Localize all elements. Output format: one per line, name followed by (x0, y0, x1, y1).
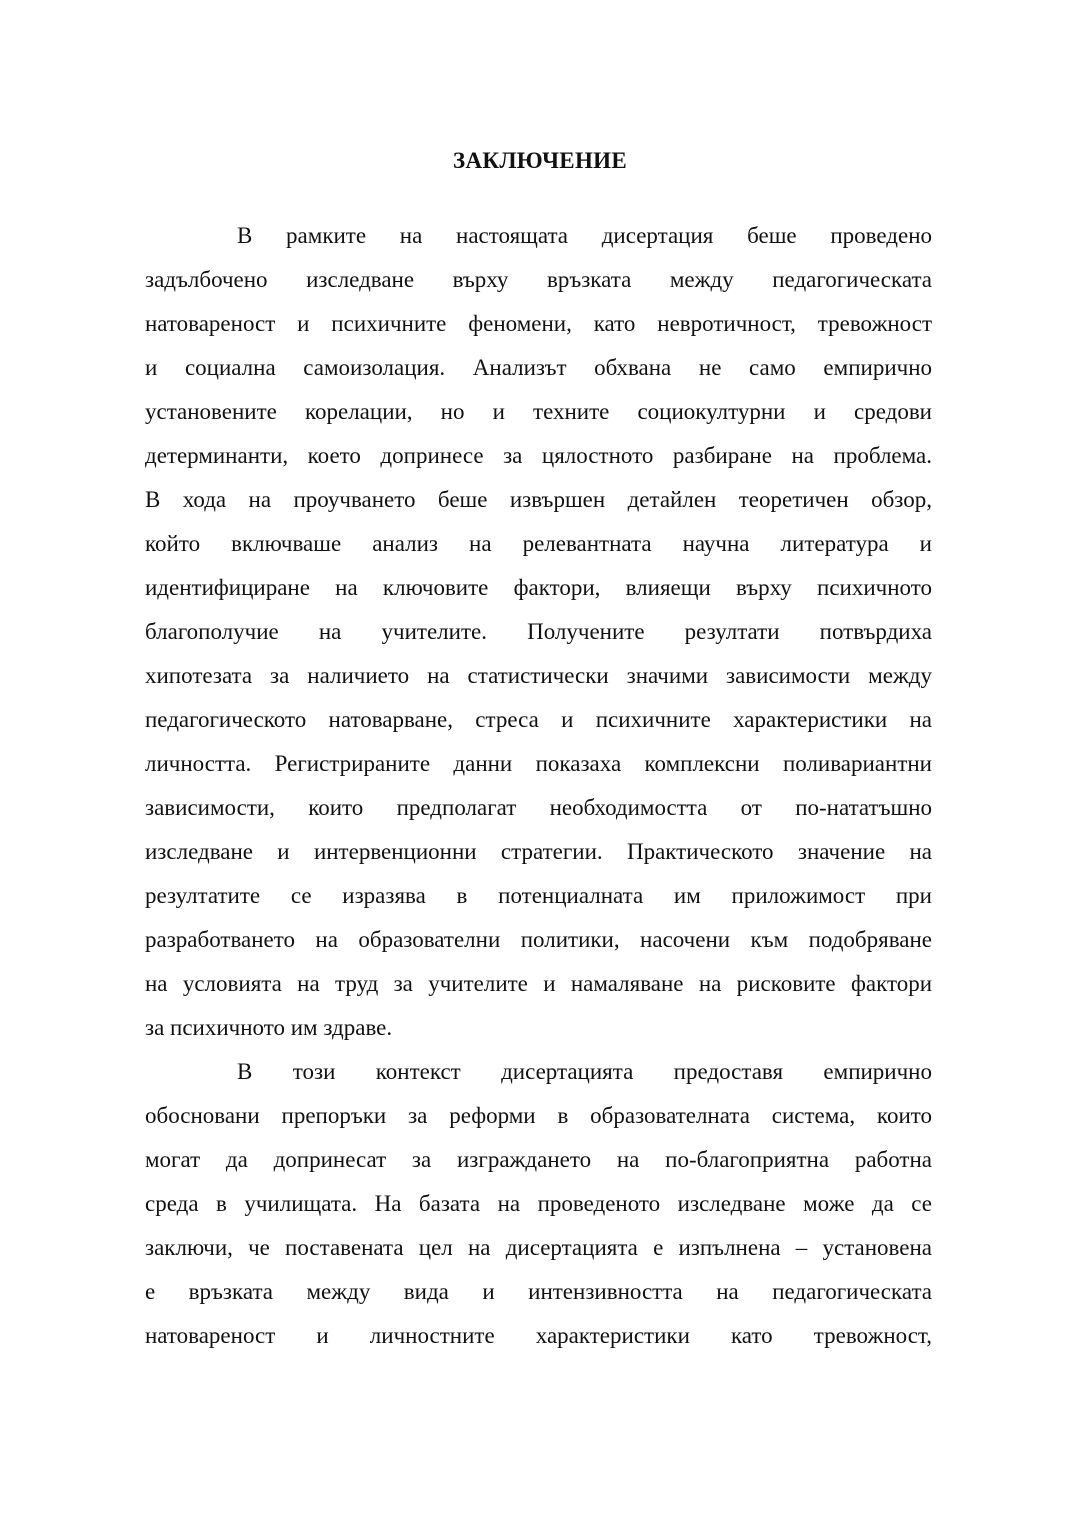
text-line: заключи, че поставената цел на дисертацията е изпълнена – установена (145, 1235, 932, 1260)
text-line: който включваше анализ на релевантната научна литература и (145, 531, 932, 556)
text-line: В този контекст дисертацията предоставя емпирично (237, 1059, 932, 1084)
text-line: натовареност и личностните характеристики като тревожност, (145, 1323, 932, 1348)
text-line: идентифициране на ключовите фактори, влияещи върху психичното (145, 575, 932, 600)
text-line: В рамките на настоящата дисертация беше проведено (237, 223, 932, 248)
text-line: хипотезата за наличието на статистически значими зависимости между (145, 663, 932, 688)
text-line: на условията на труд за учителите и намаляване на рисковите фактори (145, 971, 932, 996)
text-line: резултатите се изразява в потенциалната им приложимост при (145, 883, 932, 908)
text-line: личността. Регистрираните данни показаха комплексни поливариантни (145, 751, 932, 776)
paragraph-2 (145, 1050, 932, 1358)
page-title: ЗАКЛЮЧЕНИЕ (453, 148, 627, 173)
text-line: задълбочено изследване върху връзката между педагогическата (145, 267, 932, 292)
text-line: зависимости, които предполагат необходимостта от по-нататъшно (145, 795, 932, 820)
text-line: за психичното им здраве. (145, 1015, 393, 1040)
paragraph-1 (145, 214, 932, 1050)
text-line: благополучие на учителите. Получените резултати потвърдиха (145, 619, 932, 644)
text-line: В хода на проучването беше извършен детайлен теоретичен обзор, (145, 487, 932, 512)
text-line: разработването на образователни политики, насочени към подобряване (145, 927, 932, 952)
text-line: е връзката между вида и интензивността на педагогическата (145, 1279, 932, 1304)
text-line: детерминанти, което допринесе за цялостното разбиране на проблема. (145, 443, 932, 468)
text-line: установените корелации, но и техните социокултурни и средови (145, 399, 932, 424)
document-body (145, 214, 932, 1358)
text-line: педагогическото натоварване, стреса и психичните характеристики на (145, 707, 932, 732)
text-line: натовареност и психичните феномени, като невротичност, тревожност (145, 311, 932, 336)
text-line: среда в училищата. На базата на проведеното изследване може да се (145, 1191, 932, 1216)
text-line: могат да допринесат за изграждането на по-благоприятна работна (145, 1147, 932, 1172)
text-line: изследване и интервенционни стратегии. Практическото значение на (145, 839, 932, 864)
text-line: обосновани препоръки за реформи в образователната система, които (145, 1103, 932, 1128)
text-line: и социална самоизолация. Анализът обхвана не само емпирично (145, 355, 932, 380)
